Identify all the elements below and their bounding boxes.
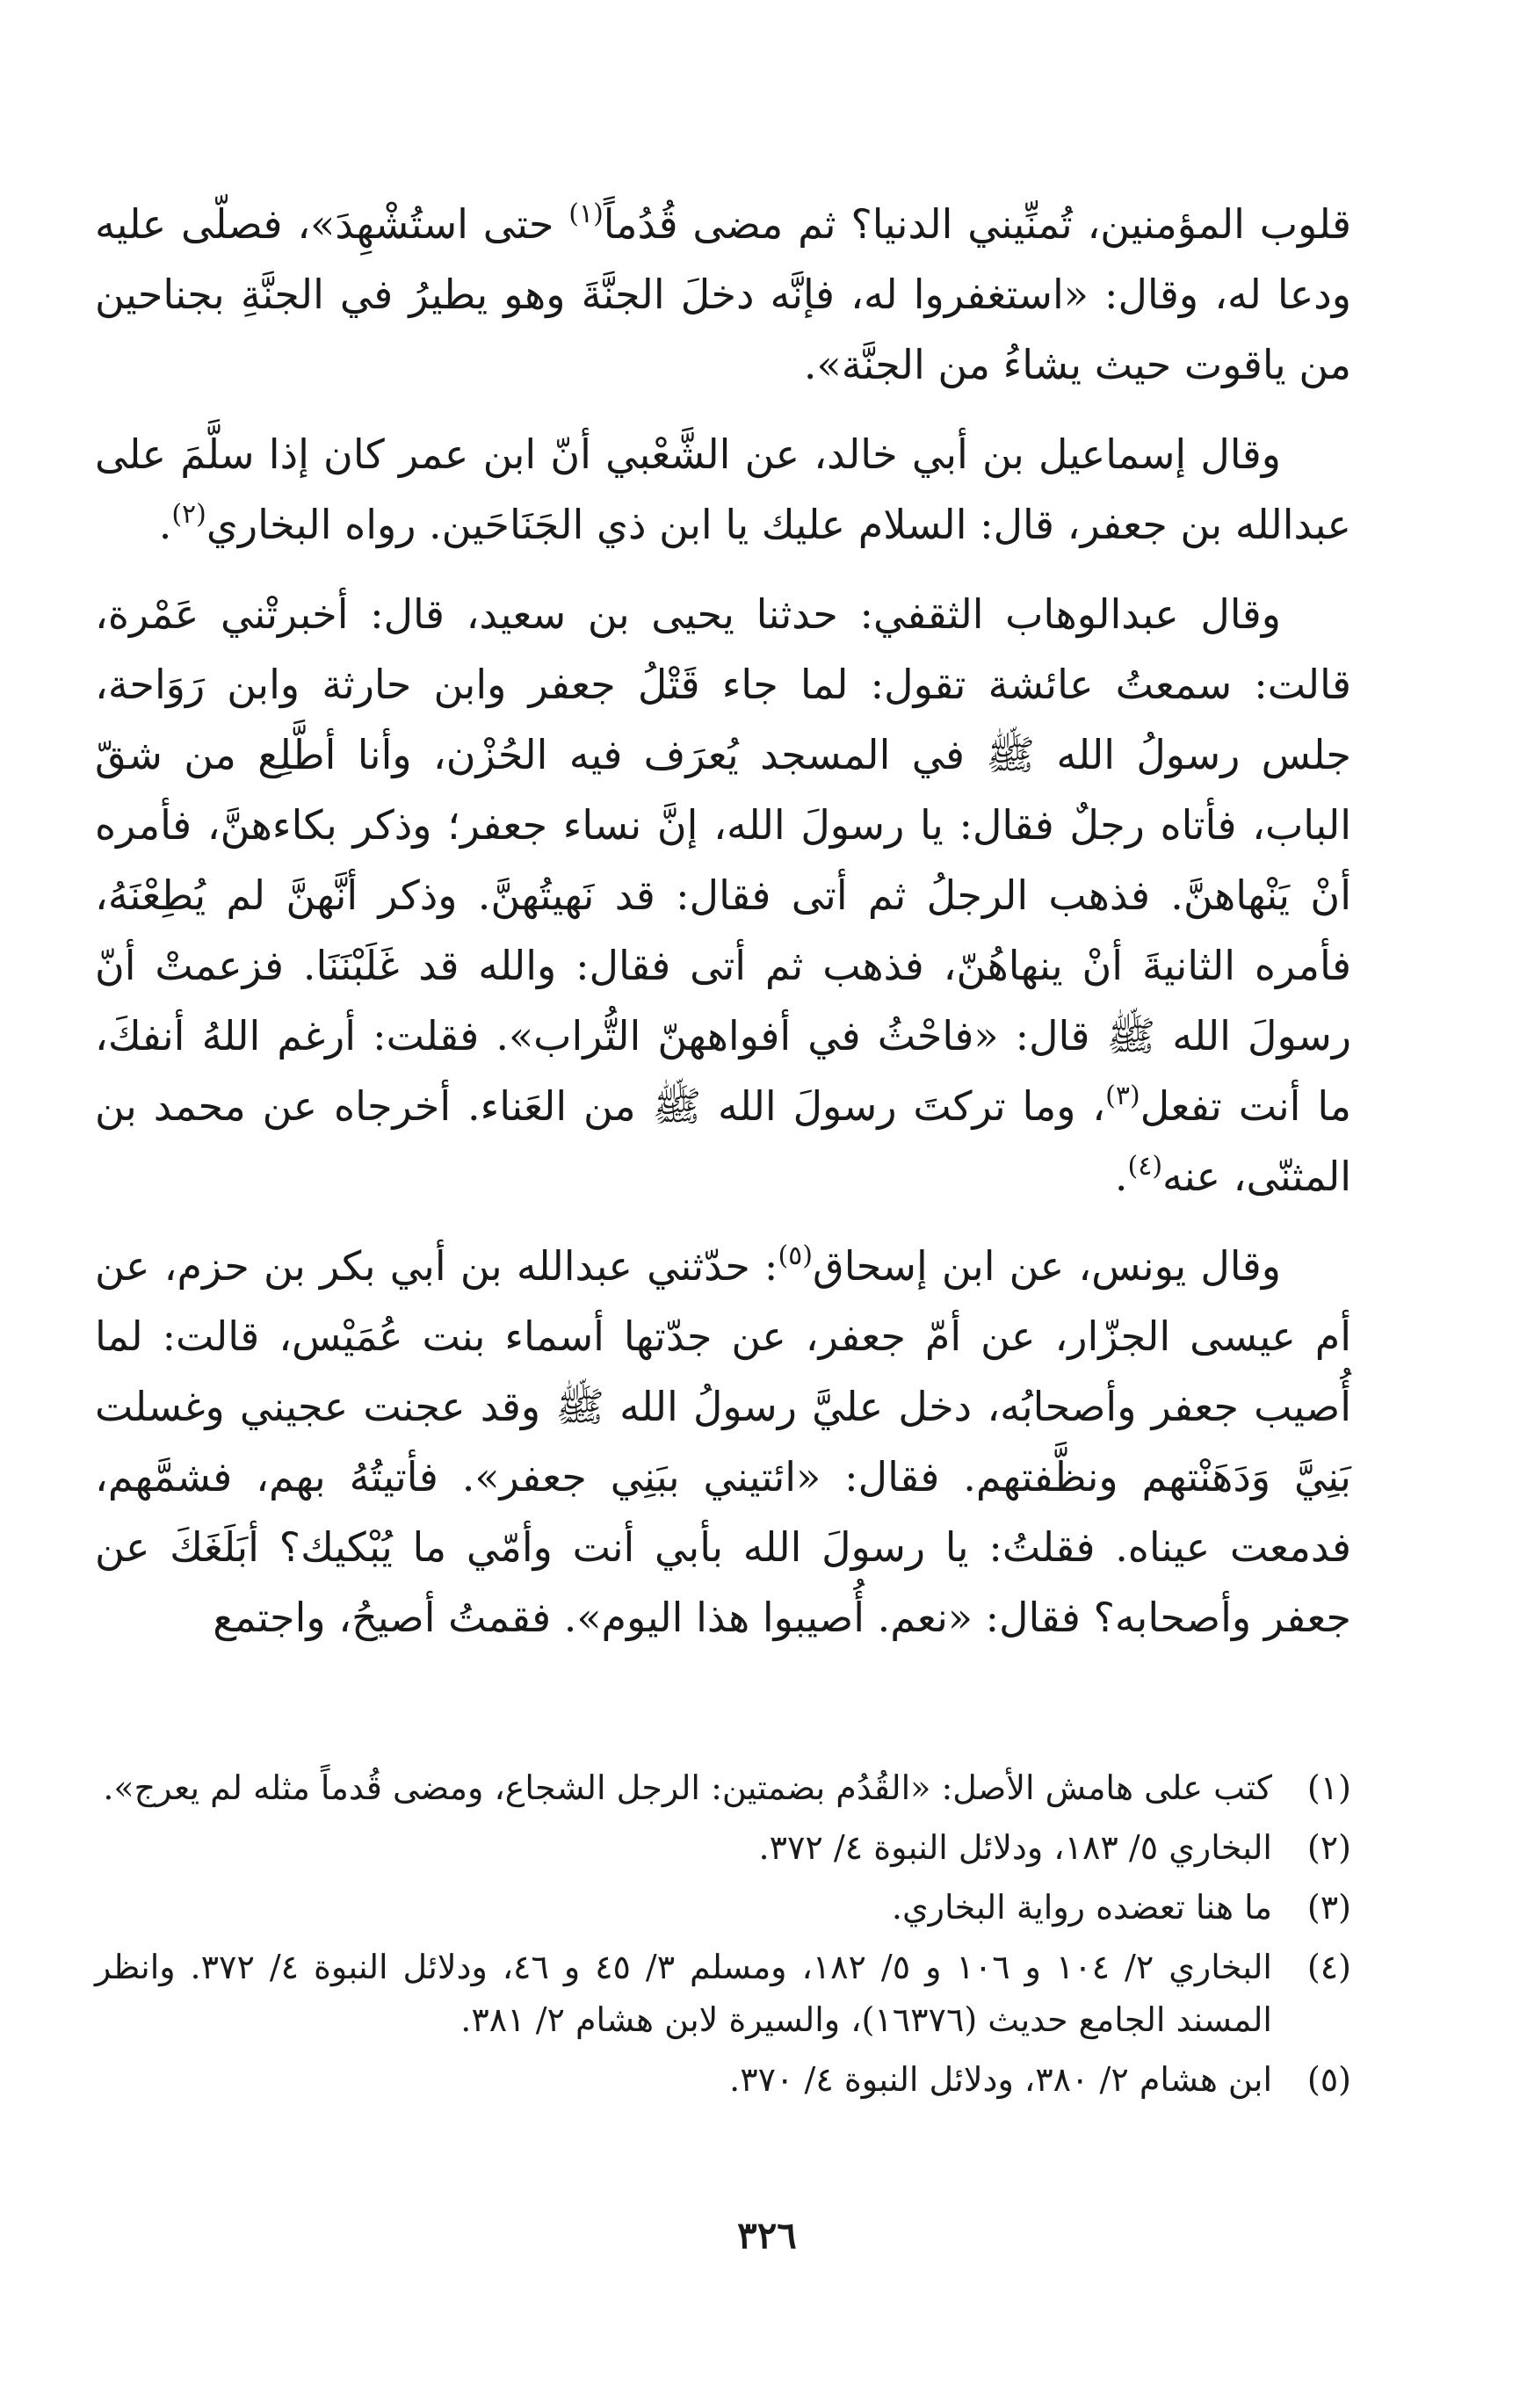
- footnote-3: [95, 1881, 1351, 1934]
- paragraph-2-text-b: .: [158, 501, 172, 548]
- footnotes: [95, 1761, 1351, 2113]
- paragraph-1-text-b: حتى استُشْهِدَ»، فصلّى عليه ودعا له، وقال: «استغفروا له، فإنَّه دخلَ الجنَّةَ وهو يطيرُ في الجنَّةِ بجناحين من ياقوت حيث يشاءُ من الجنَّة».: [95, 200, 1351, 388]
- paragraph-1-text-a: قلوب المؤمنين، تُمنِّيني الدنيا؟ ثم مضى قُدُماً: [603, 200, 1351, 248]
- footnote-ref-4: (٤): [1127, 1151, 1163, 1182]
- paragraph-3-text-a: وقال عبدالوهاب الثقفي: حدثنا يحيى بن سعيد، قال: أخبرتْني عَمْرة، قالت: سمعتُ عائشة تقول: لما جاء قَتْلُ جعفر وابن حارثة وابن رَوَاحة، جلس رسولُ الله ﷺ في المسجد يُعرَف فيه الحُزْن، وأنا أطَّلِع من شقّ الباب، فأتاه رجلٌ فقال: يا رسولَ الله، إنَّ نساء جعفر؛ وذكر بكاءهنَّ، فأمره أنْ يَنْهاهنَّ. فذهب الرجلُ ثم أتى فقال: قد نَهيتُهنَّ. وذكر أنَّهنَّ لم يُطِعْنَهُ، فأمره الثانيةَ أنْ ينهاهُنّ، فذهب ثم أتى فقال: والله قد غَلَبْنَنَا. فزعمتْ أنّ رسولَ الله ﷺ قال: «فاحْثُ في أفواههنّ التُّراب». فقلت: أرغم اللهُ أنفكَ، ما أنت تفعل: [95, 590, 1351, 1130]
- footnote-ref-2: (٢): [171, 499, 206, 530]
- footnote-number: (٤): [1306, 1948, 1351, 1986]
- footnote-number: (٥): [1306, 2060, 1351, 2099]
- paragraph-4: [95, 1231, 1351, 1652]
- footnote-text: البخاري ٢/ ١٠٤ و ١٠٦ و ٥/ ١٨٢، ومسلم ٣/ ٤٥ و ٤٦، ودلائل النبوة ٤/ ٣٧٢. وانظر المسند الجامع حديث (١٦٣٧٦)، والسيرة لابن هشام ٢/ ٣٨١.: [95, 1948, 1272, 2039]
- footnote-text: ابن هشام ٢/ ٣٨٠، ودلائل النبوة ٤/ ٣٧٠.: [729, 2060, 1272, 2099]
- paragraph-3: [95, 579, 1351, 1211]
- footnote-text: ما هنا تعضده رواية البخاري.: [891, 1888, 1272, 1927]
- footnote-ref-5: (٥): [778, 1240, 813, 1271]
- paragraph-4-text-b: : حدّثني عبدالله بن أبي بكر بن حزم، عن أم عيسى الجزّار، عن أمّ جعفر، عن جدّتها أسماء بنت عُمَيْس، قالت: لما أُصيب جعفر وأصحابُه، دخل عليَّ رسولُ الله ﷺ وقد عجنت عجيني وغسلت بَنِيَّ وَدَهَنْتهم ونظَّفتهم. فقال: «ائتيني ببَنِي جعفر». فأتيتُهُ بهم، فشمَّهم، فدمعت عيناه. فقلتُ: يا رسولَ الله بأبي أنت وأمّي ما يُبْكيك؟ أبَلَغَكَ عن جعفر وأصحابه؟ فقال: «نعم. أُصيبوا هذا اليوم». فقمتُ أصيحُ، واجتمع: [95, 1242, 1351, 1641]
- paragraph-4-text-a: وقال يونس، عن ابن إسحاق: [813, 1242, 1281, 1290]
- paragraph-3-text-b: ، وما تركتَ رسولَ الله ﷺ من العَناء. أخرجاه عن محمد بن المثنّى، عنه: [95, 1082, 1351, 1200]
- paragraph-2: [95, 419, 1351, 560]
- footnote-text: البخاري ٥/ ١٨٣، ودلائل النبوة ٤/ ٣٧٢.: [758, 1828, 1272, 1867]
- footnote-text: كتب على هامش الأصل: «القُدُم بضمتين: الرجل الشجاع، ومضى قُدماً مثله لم يعرج».: [103, 1768, 1272, 1807]
- footnote-4: [95, 1941, 1351, 2046]
- footnote-2: [95, 1821, 1351, 1874]
- paragraph-3-text-c: .: [1114, 1153, 1128, 1200]
- paragraph-2-text-a: وقال إسماعيل بن أبي خالد، عن الشَّعْبي أنّ ابن عمر كان إذا سلَّمَ على عبدالله بن جعفر، قال: السلام عليك يا ابن ذي الجَنَاحَين. رواه البخاري: [95, 430, 1351, 548]
- main-text: [95, 189, 1351, 1652]
- footnote-1: [95, 1761, 1351, 1814]
- footnote-ref-1: (١): [568, 199, 604, 229]
- footnote-ref-3: (٣): [1105, 1081, 1140, 1111]
- paragraph-1: [95, 189, 1351, 400]
- footnote-number: (٣): [1306, 1888, 1351, 1927]
- page-number: ٣٢٦: [737, 2214, 797, 2257]
- footnote-number: (١): [1306, 1768, 1351, 1807]
- footnote-5: [95, 2053, 1351, 2106]
- footnote-number: (٢): [1306, 1828, 1351, 1867]
